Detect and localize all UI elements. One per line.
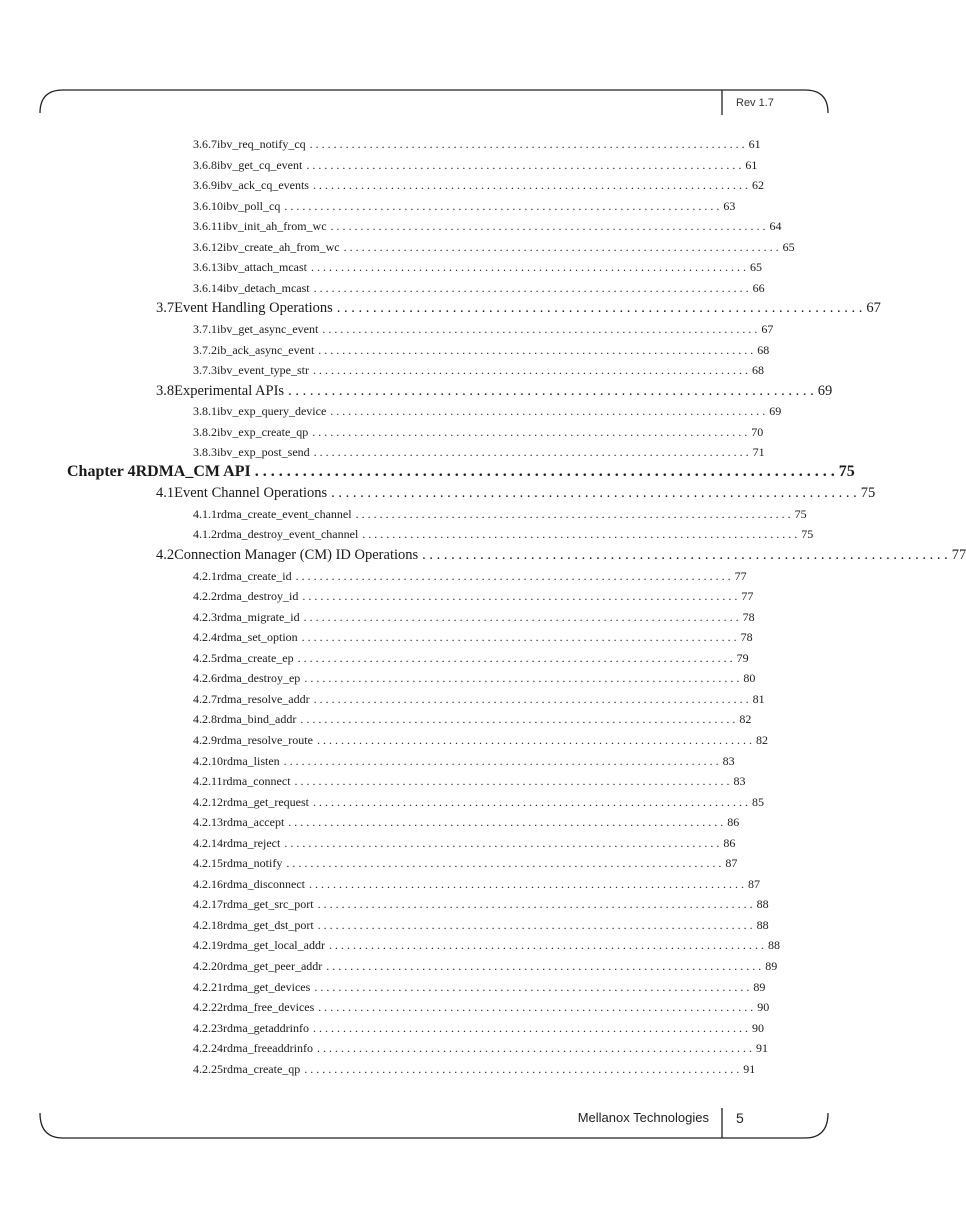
toc-number: 4.2	[156, 547, 175, 563]
toc-subsection-entry[interactable]	[193, 527, 814, 543]
toc-page-number: 75	[860, 485, 876, 502]
toc-subsection-entry[interactable]	[193, 157, 758, 174]
toc-dot-leader: . . . . . . . . . . . . . . . . . . . . . . . . . . . . . . . . . . . . . . . . . . . . . . . . . . . . . . . . . . . . . . . . . . . . . . . . .	[304, 1061, 740, 1076]
toc-page-number: 62	[751, 178, 764, 193]
toc-number: 3.6.11	[193, 219, 223, 234]
toc-number: 3.8	[156, 382, 175, 399]
toc-subsection-entry[interactable]	[193, 897, 769, 913]
toc-number: 3.7.1	[193, 321, 217, 336]
toc-dot-leader: . . . . . . . . . . . . . . . . . . . . . . . . . . . . . . . . . . . . . . . . . . . . . . . . . . . . . . . . . . . . . . . . . . . . . . . . .	[312, 424, 748, 439]
toc-dot-leader: . . . . . . . . . . . . . . . . . . . . . . . . . . . . . . . . . . . . . . . . . . . . . . . . . . . . . . . . . . . . . . . . . . . . . . . . .	[302, 589, 738, 604]
toc-page-number: 91	[743, 1061, 756, 1076]
toc-title: rdma_connect	[222, 774, 291, 789]
toc-title: rdma_get_request	[223, 794, 309, 809]
toc-subsection-entry[interactable]	[193, 424, 764, 441]
toc-page-number: 82	[755, 732, 768, 747]
toc-subsection-entry[interactable]	[193, 1020, 764, 1037]
toc-number: 4.2.16	[193, 876, 223, 891]
toc-subsection-entry[interactable]	[193, 753, 735, 770]
toc-subsection-entry[interactable]	[193, 856, 738, 872]
toc-number: 3.7	[156, 300, 175, 317]
toc-dot-leader: . . . . . . . . . . . . . . . . . . . . . . . . . . . . . . . . . . . . . . . . . . . . . . . . . . . . . . . . . . . . . . . . . . . . . . . . .	[295, 568, 731, 583]
toc-dot-leader: . . . . . . . . . . . . . . . . . . . . . . . . . . . . . . . . . . . . . . . . . . . . . . . . . . . . . . . . . . . . . . . . . . . . . . . . .	[286, 856, 722, 871]
toc-dot-leader: . . . . . . . . . . . . . . . . . . . . . . . . . . . . . . . . . . . . . . . . . . . . . . . . . . . . . . . . . . . . . . . . . . . . . . . . .	[313, 691, 749, 706]
toc-section-entry[interactable]	[156, 300, 881, 318]
toc-page-number: 77	[734, 568, 747, 583]
toc-page-number: 79	[736, 650, 749, 665]
toc-title: rdma_notify	[223, 856, 283, 871]
toc-subsection-entry[interactable]	[193, 732, 768, 749]
toc-subsection-entry[interactable]	[193, 342, 770, 359]
toc-number: 4.2.11	[193, 774, 223, 789]
footer-company: Mellanox Technologies	[577, 1110, 709, 1125]
toc-title: ibv_detach_mcast	[223, 280, 310, 295]
toc-subsection-entry[interactable]	[193, 1061, 756, 1078]
toc-number: 4.2.7	[193, 691, 217, 706]
toc-title: rdma_disconnect	[223, 876, 305, 891]
toc-page-number: 85	[751, 794, 764, 809]
toc-number: 4.2.24	[193, 1041, 223, 1056]
toc-page-number: 78	[740, 630, 753, 645]
toc-number: 4.2.18	[193, 917, 223, 932]
toc-title: rdma_get_devices	[223, 979, 311, 994]
toc-dot-leader: . . . . . . . . . . . . . . . . . . . . . . . . . . . . . . . . . . . . . . . . . . . . . . . . . . . . . . . . . . . . . . . . . . . . . . . . .	[355, 506, 791, 521]
toc-number: 3.6.7	[193, 137, 217, 151]
toc-page-number: 61	[748, 137, 761, 151]
toc-subsection-entry[interactable]	[193, 506, 807, 523]
toc-subsection-entry[interactable]	[193, 917, 769, 934]
toc-title: rdma_migrate_id	[217, 609, 300, 624]
toc-title: rdma_destroy_id	[217, 589, 299, 604]
toc-title: rdma_create_ep	[217, 650, 294, 665]
toc-dot-leader: . . . . . . . . . . . . . . . . . . . . . . . . . . . . . . . . . . . . . . . . . . . . . . . . . . . . . . . . . . . . . . . . . . . . . . . . .	[310, 260, 746, 275]
toc-subsection-entry[interactable]	[193, 321, 774, 338]
toc-page-number: 89	[765, 959, 778, 973]
toc-dot-leader: . . . . . . . . . . . . . . . . . . . . . . . . . . . . . . . . . . . . . . . . . . . . . . . . . . . . . . . . . . . . . . . . . . . . . . . . .	[300, 712, 736, 727]
toc-title: ibv_create_ah_from_wc	[223, 239, 340, 254]
toc-subsection-entry[interactable]	[193, 650, 749, 667]
toc-dot-leader: . . . . . . . . . . . . . . . . . . . . . . . . . . . . . . . . . . . . . . . . . . . . . . . . . . . . . . . . . . . . . . . . . . . . . . . . .	[294, 774, 730, 789]
toc-number: 4.1	[156, 485, 175, 502]
toc-title: ibv_poll_cq	[223, 198, 281, 213]
toc-number: 3.6.9	[193, 178, 217, 193]
toc-page-number: 78	[742, 609, 755, 624]
toc-title: rdma_create_id	[217, 568, 292, 583]
toc-number: 3.8.1	[193, 404, 217, 419]
toc-subsection-entry[interactable]	[193, 445, 765, 461]
toc-subsection-entry[interactable]	[193, 219, 782, 235]
toc-title: ibv_get_async_event	[217, 321, 319, 336]
toc-page-number: 89	[753, 979, 766, 994]
toc-number: Chapter 4	[67, 462, 136, 480]
toc-title: ibv_event_type_str	[217, 363, 309, 378]
toc-title: rdma_destroy_ep	[217, 671, 301, 686]
toc-subsection-entry[interactable]	[193, 835, 736, 852]
toc-subsection-entry[interactable]	[193, 568, 747, 585]
toc-subsection-entry[interactable]	[193, 630, 753, 646]
toc-number: 4.2.15	[193, 856, 223, 871]
toc-title: Experimental APIs	[174, 382, 285, 399]
toc-dot-leader: . . . . . . . . . . . . . . . . . . . . . . . . . . . . . . . . . . . . . . . . . . . . . . . . . . . . . . . . . . . . . . . . . . . . . . . . .	[312, 363, 748, 378]
toc-title: rdma_bind_addr	[217, 712, 297, 727]
toc-dot-leader: . . . . . . . . . . . . . . . . . . . . . . . . . . . . . . . . . . . . . . . . . . . . . . . . . . . . . . . . . . . . . . . . . . . . . . . . .	[422, 547, 948, 563]
toc-number: 4.2.13	[193, 815, 223, 830]
toc-number: 4.2.5	[193, 650, 217, 665]
toc-subsection-entry[interactable]	[193, 609, 755, 626]
toc-page-number: 83	[733, 774, 746, 789]
toc-dot-leader: . . . . . . . . . . . . . . . . . . . . . . . . . . . . . . . . . . . . . . . . . . . . . . . . . . . . . . . . . . . . . . . . . . . . . . . . .	[308, 876, 744, 891]
toc-title: rdma_create_qp	[223, 1061, 301, 1076]
toc-dot-leader: . . . . . . . . . . . . . . . . . . . . . . . . . . . . . . . . . . . . . . . . . . . . . . . . . . . . . . . . . . . . . . . . . . . . . . . . .	[330, 404, 766, 419]
toc-number: 4.1.2	[193, 527, 217, 542]
toc-title: rdma_freeaddrinfo	[223, 1041, 313, 1056]
toc-dot-leader: . . . . . . . . . . . . . . . . . . . . . . . . . . . . . . . . . . . . . . . . . . . . . . . . . . . . . . . . . . . . . . . . . . . . . . . . .	[343, 239, 779, 254]
toc-title: RDMA_CM API	[135, 462, 251, 480]
toc-section-entry[interactable]	[156, 485, 876, 503]
toc-number: 3.6.14	[193, 280, 223, 295]
toc-number: 4.1.1	[193, 506, 217, 521]
toc-subsection-entry[interactable]	[193, 404, 782, 420]
toc-subsection-entry[interactable]	[193, 671, 756, 687]
toc-subsection-entry[interactable]	[193, 979, 766, 996]
toc-number: 4.2.4	[193, 630, 217, 645]
toc-page-number: 68	[757, 342, 770, 357]
toc-title: rdma_destroy_event_channel	[217, 527, 359, 542]
toc-number: 3.6.12	[193, 239, 223, 254]
toc-title: Event Handling Operations	[174, 300, 333, 317]
toc-dot-leader: . . . . . . . . . . . . . . . . . . . . . . . . . . . . . . . . . . . . . . . . . . . . . . . . . . . . . . . . . . . . . . . . . . . . . . . . .	[317, 897, 753, 912]
toc-number: 4.2.3	[193, 609, 217, 624]
toc-subsection-entry[interactable]	[193, 363, 764, 379]
toc-title: rdma_get_peer_addr	[223, 959, 323, 973]
toc-dot-leader: . . . . . . . . . . . . . . . . . . . . . . . . . . . . . . . . . . . . . . . . . . . . . . . . . . . . . . . . . . . . . . . . . . . . . . . . .	[316, 732, 752, 747]
toc-dot-leader: . . . . . . . . . . . . . . . . . . . . . . . . . . . . . . . . . . . . . . . . . . . . . . . . . . . . . . . . . . . . . . . . . . . . . . . . .	[322, 321, 758, 336]
toc-subsection-entry[interactable]	[193, 1041, 768, 1057]
toc-dot-leader: . . . . . . . . . . . . . . . . . . . . . . . . . . . . . . . . . . . . . . . . . . . . . . . . . . . . . . . . . . . . . . . . . . . . . . . . .	[326, 959, 762, 973]
toc-section-entry[interactable]	[156, 382, 833, 401]
toc-page-number: 69	[817, 382, 833, 399]
toc-page-number: 65	[749, 260, 762, 275]
toc-subsection-entry[interactable]	[193, 876, 760, 893]
toc-subsection-entry[interactable]	[193, 691, 765, 708]
toc-number: 4.2.12	[193, 794, 223, 809]
toc-number: 4.2.9	[193, 732, 217, 747]
toc-page-number: 75	[794, 506, 807, 521]
toc-page-number: 67	[866, 300, 881, 317]
toc-title: rdma_resolve_route	[217, 732, 313, 747]
toc-dot-leader: . . . . . . . . . . . . . . . . . . . . . . . . . . . . . . . . . . . . . . . . . . . . . . . . . . . . . . . . . . . . . . . . . . . . . . . . .	[328, 938, 764, 953]
toc-dot-leader: . . . . . . . . . . . . . . . . . . . . . . . . . . . . . . . . . . . . . . . . . . . . . . . . . . . . . . . . . . . . . . . . . . . . . . . . .	[336, 300, 863, 317]
toc-title: ibv_init_ah_from_wc	[222, 219, 327, 234]
toc-number: 3.8.3	[193, 445, 217, 460]
toc-number: 4.2.6	[193, 671, 217, 686]
toc-page-number: 86	[727, 815, 740, 830]
toc-page-number: 81	[752, 691, 765, 706]
toc-dot-leader: . . . . . . . . . . . . . . . . . . . . . . . . . . . . . . . . . . . . . . . . . . . . . . . . . . . . . . . . . . . . . . . . . . . . . . . . .	[318, 342, 754, 357]
toc-page-number: 70	[751, 424, 764, 439]
toc-subsection-entry[interactable]	[193, 260, 762, 276]
toc-number: 4.2.19	[193, 938, 223, 953]
toc-number: 4.2.21	[193, 979, 223, 994]
toc-title: rdma_free_devices	[223, 1000, 315, 1015]
toc-title: ibv_req_notify_cq	[217, 137, 306, 151]
toc-title: rdma_get_src_port	[223, 897, 314, 912]
toc-number: 3.8.2	[193, 424, 217, 439]
toc-page-number: 88	[756, 897, 769, 912]
toc-title: ibv_exp_query_device	[217, 404, 327, 419]
toc-number: 3.6.8	[193, 157, 217, 172]
toc-title: rdma_get_dst_port	[223, 917, 314, 932]
toc-page-number: 75	[838, 462, 855, 480]
toc-page-number: 77	[951, 547, 966, 563]
toc-subsection-entry[interactable]	[193, 178, 764, 194]
toc-dot-leader: . . . . . . . . . . . . . . . . . . . . . . . . . . . . . . . . . . . . . . . . . . . . . . . . . . . . . . . . . . . . . . . . . . . . . . . . .	[313, 280, 749, 295]
toc-title: ibv_ack_cq_events	[217, 178, 309, 193]
toc-dot-leader: . . . . . . . . . . . . . . . . . . . . . . . . . . . . . . . . . . . . . . . . . . . . . . . . . . . . . . . . . . . . . . . . . . . . . . . . .	[362, 527, 798, 542]
toc-dot-leader: . . . . . . . . . . . . . . . . . . . . . . . . . . . . . . . . . . . . . . . . . . . . . . . . . . . . . . . . . . . . . . . . . . . . . . . . .	[330, 219, 766, 234]
toc-number: 4.2.22	[193, 1000, 223, 1015]
toc-page-number: 91	[755, 1041, 768, 1056]
toc-page-number: 86	[723, 835, 736, 850]
toc-title: Event Channel Operations	[174, 485, 328, 502]
toc-subsection-entry[interactable]	[193, 712, 752, 728]
toc-subsection-entry[interactable]	[193, 938, 780, 954]
toc-dot-leader: . . . . . . . . . . . . . . . . . . . . . . . . . . . . . . . . . . . . . . . . . . . . . . . . . . . . . . . . . . . . . . . . . . . . . . . . .	[317, 917, 753, 932]
toc-subsection-entry[interactable]	[193, 1000, 770, 1016]
toc-page-number: 77	[741, 589, 754, 604]
revision-label: Rev 1.7	[736, 97, 774, 109]
toc-subsection-entry[interactable]	[193, 794, 764, 811]
toc-title: rdma_getaddrinfo	[223, 1020, 309, 1035]
toc-title: rdma_get_local_addr	[223, 938, 325, 953]
toc-subsection-entry[interactable]	[193, 239, 795, 256]
toc-title: rdma_create_event_channel	[217, 506, 352, 521]
toc-dot-leader: . . . . . . . . . . . . . . . . . . . . . . . . . . . . . . . . . . . . . . . . . . . . . . . . . . . . . . . . . . . . . . . . . . . . . . . . .	[304, 671, 740, 686]
toc-title: rdma_accept	[223, 815, 285, 830]
toc-title: rdma_set_option	[217, 630, 298, 645]
toc-dot-leader: . . . . . . . . . . . . . . . . . . . . . . . . . . . . . . . . . . . . . . . . . . . . . . . . . . . . . . . . . . . . . . . . . . . . . . . . .	[331, 485, 857, 502]
toc-page-number: 65	[782, 239, 795, 254]
toc-number: 4.2.8	[193, 712, 217, 727]
toc-dot-leader: . . . . . . . . . . . . . . . . . . . . . . . . . . . . . . . . . . . . . . . . . . . . . . . . . . . . . . . . . . . . . . . . . . . . . . . . .	[309, 137, 745, 151]
toc-subsection-entry[interactable]	[193, 589, 754, 605]
toc-subsection-entry[interactable]	[193, 198, 736, 215]
toc-title: ib_ack_async_event	[217, 342, 315, 357]
toc-dot-leader: . . . . . . . . . . . . . . . . . . . . . . . . . . . . . . . . . . . . . . . . . . . . . . . . . . . . . . . . . . . . . . . . . . . . . . . . .	[254, 462, 835, 480]
toc-number: 4.2.17	[193, 897, 223, 912]
toc-subsection-entry[interactable]	[193, 815, 740, 831]
toc-number: 4.2.10	[193, 753, 223, 768]
toc-page-number: 88	[756, 917, 769, 932]
toc-number: 4.2.14	[193, 835, 223, 850]
toc-dot-leader: . . . . . . . . . . . . . . . . . . . . . . . . . . . . . . . . . . . . . . . . . . . . . . . . . . . . . . . . . . . . . . . . . . . . . . . . .	[314, 979, 750, 994]
toc-page-number: 75	[801, 527, 814, 542]
toc-dot-leader: . . . . . . . . . . . . . . . . . . . . . . . . . . . . . . . . . . . . . . . . . . . . . . . . . . . . . . . . . . . . . . . . . . . . . . . . .	[288, 815, 724, 830]
toc-dot-leader: . . . . . . . . . . . . . . . . . . . . . . . . . . . . . . . . . . . . . . . . . . . . . . . . . . . . . . . . . . . . . . . . . . . . . . . . .	[312, 1020, 748, 1035]
toc-title: rdma_listen	[223, 753, 280, 768]
toc-dot-leader: . . . . . . . . . . . . . . . . . . . . . . . . . . . . . . . . . . . . . . . . . . . . . . . . . . . . . . . . . . . . . . . . . . . . . . . . .	[316, 1041, 752, 1056]
toc-page-number: 61	[745, 157, 758, 172]
toc-page-number: 66	[752, 280, 765, 295]
toc-number: 3.7.3	[193, 363, 217, 378]
toc-number: 4.2.1	[193, 568, 217, 583]
toc-number: 3.6.13	[193, 260, 223, 275]
toc-title: ibv_exp_create_qp	[217, 424, 309, 439]
toc-dot-leader: . . . . . . . . . . . . . . . . . . . . . . . . . . . . . . . . . . . . . . . . . . . . . . . . . . . . . . . . . . . . . . . . . . . . . . . . .	[288, 382, 814, 399]
toc-page-number: 83	[722, 753, 735, 768]
toc-title: ibv_get_cq_event	[217, 157, 303, 172]
toc-dot-leader: . . . . . . . . . . . . . . . . . . . . . . . . . . . . . . . . . . . . . . . . . . . . . . . . . . . . . . . . . . . . . . . . . . . . . . . . .	[312, 178, 748, 193]
toc-dot-leader: . . . . . . . . . . . . . . . . . . . . . . . . . . . . . . . . . . . . . . . . . . . . . . . . . . . . . . . . . . . . . . . . . . . . . . . . .	[303, 609, 739, 624]
toc-page-number: 82	[739, 712, 752, 727]
toc-dot-leader: . . . . . . . . . . . . . . . . . . . . . . . . . . . . . . . . . . . . . . . . . . . . . . . . . . . . . . . . . . . . . . . . . . . . . . . . .	[306, 157, 742, 172]
toc-number: 4.2.25	[193, 1061, 223, 1076]
toc-page-number: 68	[751, 363, 764, 378]
toc-subsection-entry[interactable]	[193, 774, 746, 790]
toc-title: Connection Manager (CM) ID Operations	[174, 547, 419, 563]
toc-dot-leader: . . . . . . . . . . . . . . . . . . . . . . . . . . . . . . . . . . . . . . . . . . . . . . . . . . . . . . . . . . . . . . . . . . . . . . . . .	[283, 753, 719, 768]
toc-dot-leader: . . . . . . . . . . . . . . . . . . . . . . . . . . . . . . . . . . . . . . . . . . . . . . . . . . . . . . . . . . . . . . . . . . . . . . . . .	[313, 445, 749, 460]
toc-title: ibv_attach_mcast	[223, 260, 307, 275]
toc-dot-leader: . . . . . . . . . . . . . . . . . . . . . . . . . . . . . . . . . . . . . . . . . . . . . . . . . . . . . . . . . . . . . . . . . . . . . . . . .	[312, 794, 748, 809]
toc-page-number: 64	[769, 219, 782, 234]
toc-page-number: 88	[767, 938, 780, 953]
toc-page-number: 67	[761, 321, 774, 336]
toc-page-number: 69	[769, 404, 782, 419]
toc-page-number: 90	[757, 1000, 770, 1015]
toc-page-number: 71	[752, 445, 765, 460]
toc-page-number: 80	[743, 671, 756, 686]
toc-number: 4.2.2	[193, 589, 217, 604]
toc-number: 3.7.2	[193, 342, 217, 357]
toc-title: rdma_resolve_addr	[217, 691, 310, 706]
toc-chapter-entry[interactable]	[67, 462, 855, 483]
toc-section-entry[interactable]	[156, 547, 966, 565]
toc-page-number: 87	[747, 876, 760, 891]
toc-number: 3.6.10	[193, 198, 223, 213]
toc-dot-leader: . . . . . . . . . . . . . . . . . . . . . . . . . . . . . . . . . . . . . . . . . . . . . . . . . . . . . . . . . . . . . . . . . . . . . . . . .	[284, 835, 720, 850]
toc-number: 4.2.23	[193, 1020, 223, 1035]
toc-dot-leader: . . . . . . . . . . . . . . . . . . . . . . . . . . . . . . . . . . . . . . . . . . . . . . . . . . . . . . . . . . . . . . . . . . . . . . . . .	[301, 630, 737, 645]
toc-page-number: 90	[751, 1020, 764, 1035]
toc-page-number: 87	[725, 856, 738, 871]
toc-dot-leader: . . . . . . . . . . . . . . . . . . . . . . . . . . . . . . . . . . . . . . . . . . . . . . . . . . . . . . . . . . . . . . . . . . . . . . . . .	[318, 1000, 754, 1015]
toc-subsection-entry[interactable]	[193, 137, 761, 153]
footer-page-number: 5	[736, 1110, 744, 1126]
toc-subsection-entry[interactable]	[193, 959, 778, 975]
toc-page-number: 63	[723, 198, 736, 213]
toc-title: ibv_exp_post_send	[217, 445, 310, 460]
toc-dot-leader: . . . . . . . . . . . . . . . . . . . . . . . . . . . . . . . . . . . . . . . . . . . . . . . . . . . . . . . . . . . . . . . . . . . . . . . . .	[284, 198, 720, 213]
toc-subsection-entry[interactable]	[193, 280, 765, 297]
toc-number: 4.2.20	[193, 959, 223, 973]
toc-title: rdma_reject	[223, 835, 281, 850]
toc-dot-leader: . . . . . . . . . . . . . . . . . . . . . . . . . . . . . . . . . . . . . . . . . . . . . . . . . . . . . . . . . . . . . . . . . . . . . . . . .	[297, 650, 733, 665]
